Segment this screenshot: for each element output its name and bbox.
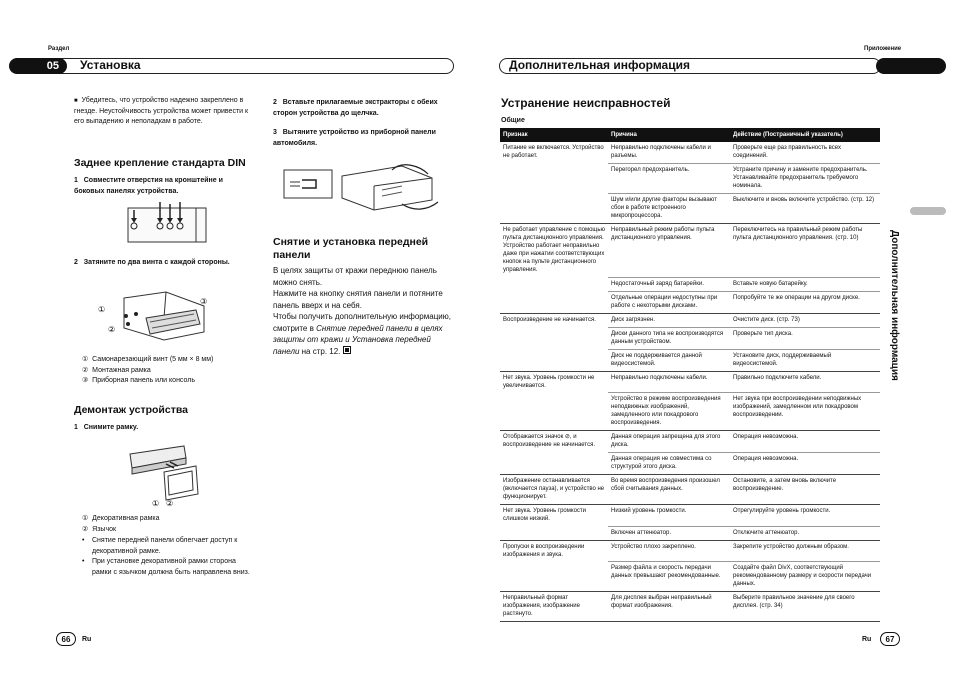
table-row xyxy=(500,224,880,278)
table-row xyxy=(500,349,880,371)
troubleshooting-table xyxy=(500,128,880,622)
general-subheading: Общие xyxy=(501,117,525,124)
panel-heading: Снятие и установка передней панели xyxy=(273,236,429,261)
table-cell-symptom: Неправильный формат изображения, изображение растянуто. xyxy=(500,592,608,622)
table-cell-action: Вставьте новую батарейку. xyxy=(730,277,880,291)
table-cell-action: Правильно подключите кабели. xyxy=(730,371,880,393)
svg-text:②: ② xyxy=(166,499,174,508)
side-tab-label: Дополнительная информация xyxy=(889,230,900,381)
section-label: Раздел xyxy=(48,46,70,52)
table-cell-symptom xyxy=(500,277,608,291)
table-cell-symptom: Не работает управление с помощью пульта дистанционного управления. Устройство работает неправильно даже при нажатии соответствующих кнопок на пульте дистанционного управления. xyxy=(503,227,605,273)
end-mark-icon xyxy=(343,346,351,354)
din-step-1: 1 Совместите отверстия на кронштейне и боковых панелях устройства. xyxy=(74,177,223,195)
table-cell-action: Отрегулируйте уровень громкости. xyxy=(730,505,880,527)
table-cell-symptom: Отображается значок ⊘, и воспроизведение не начинается. xyxy=(503,434,596,448)
table-cell-cause: Данная операция не совместима со структурой этого диска. xyxy=(608,453,730,475)
table-cell-symptom: Изображение останавливается (включается пауза), и устройство не функционирует. xyxy=(500,475,608,505)
legend-item: ① Самонарезающий винт (5 мм × 8 мм) xyxy=(82,356,214,363)
table-cell-cause: Данная операция запрещена для этого диска. xyxy=(608,431,730,453)
table-cell-symptom xyxy=(500,194,608,224)
panel-text xyxy=(273,265,453,357)
header-cause: Причина xyxy=(608,128,730,142)
table-cell-cause: Для дисплея выбран неправильный формат изображения. xyxy=(608,592,730,622)
right-page-number: 67 xyxy=(880,632,900,646)
side-tab xyxy=(870,230,910,390)
table-cell-cause: Отдельные операции недоступны при работе с некоторыми дисками. xyxy=(608,291,730,313)
svg-text:①: ① xyxy=(98,305,106,314)
table-cell-action: Проверьте тип диска. xyxy=(730,327,880,349)
table-cell-cause: Включен аттенюатор. xyxy=(608,526,730,540)
table-row xyxy=(500,505,880,527)
right-page-title: Дополнительная информация xyxy=(509,58,690,72)
table-cell-cause: Устройство в режиме воспроизведения неподвижных изображений, замедленного или покадрового воспроизведения. xyxy=(608,393,730,431)
table-cell-symptom: Питание не включается. Устройство не работает. xyxy=(503,145,604,159)
din-step-2: 2 Затяните по два винта с каждой стороны. xyxy=(74,259,230,266)
table-cell-action: Попробуйте те же операции на другом диске. xyxy=(730,291,880,313)
table-cell-cause: Диски данного типа не воспроизводятся данным устройством. xyxy=(608,327,730,349)
troubleshooting-table-wrap xyxy=(500,128,880,622)
table-cell-action: Выберите правильное значение для своего дисплея. (стр. 34) xyxy=(730,592,880,622)
table-cell-symptom: Пропуски в воспроизведении изображения и звука. xyxy=(503,543,585,558)
table-cell-action: Создайте файл DivX, соответствующий рекомендованному размеру и скорости передачи данных. xyxy=(730,562,880,592)
extractor-diagram xyxy=(282,160,442,216)
right-lang: Ru xyxy=(862,636,872,643)
legend-item: ② Монтажная рамка xyxy=(82,366,151,374)
legend-item: ② Язычок xyxy=(82,525,117,533)
table-cell-symptom: Воспроизведение не начинается. xyxy=(503,316,596,323)
table-cell-cause: Неправильно подключены кабели и разъемы. xyxy=(608,142,730,164)
table-row xyxy=(500,371,880,393)
din-holes-diagram xyxy=(126,200,208,244)
table-cell-symptom xyxy=(500,526,608,540)
table-cell-cause: Устройство плохо закреплено. xyxy=(608,540,730,562)
table-cell-action: Нет звука при воспроизведении неподвижных изображений, замедленном или покадровом воспроизведении. xyxy=(730,393,880,431)
table-row xyxy=(500,291,880,313)
table-row xyxy=(500,526,880,540)
panel-text-2: Нажмите на кнопку снятия панели и потяните панель вверх и на себя. xyxy=(273,289,443,310)
extract-step-3: 3 Вытяните устройство из приборной панели автомобиля. xyxy=(273,129,436,147)
svg-text:②: ② xyxy=(108,325,116,334)
table-cell-cause: Недостаточный заряд батарейки. xyxy=(608,277,730,291)
table-cell-action: Отключите аттенюатор. xyxy=(730,526,880,540)
table-cell-symptom xyxy=(500,453,608,475)
table-cell-symptom: Нет звука. Уровень громкости не увеличивается. xyxy=(503,374,595,389)
table-row xyxy=(500,313,880,327)
table-cell-cause: Неправильно подключены кабели. xyxy=(608,371,730,393)
table-cell-action: Установите диск, поддерживаемый видеосистемой. xyxy=(730,349,880,371)
frame-removal-diagram xyxy=(126,440,206,510)
table-row xyxy=(500,475,880,505)
din-legend xyxy=(82,355,262,387)
table-cell-cause: Шум и/или другие факторы вызывают сбои в работе встроенного микропроцессора. xyxy=(608,194,730,224)
svg-text:①: ① xyxy=(152,499,160,508)
section-badge xyxy=(9,58,67,74)
table-row xyxy=(500,327,880,349)
bullet-item: • При установке декоративной рамки сторона рамки с язычком должна быть направлена вниз. xyxy=(82,558,250,576)
panel-text-1: В целях защиты от кражи переднюю панель можно снять. xyxy=(273,266,437,287)
panel-text-3: Чтобы получить дополнительную информацию, смотрите в Снятие передней панели в целях защиты от кражи и Установка передней панели на стр. 12. xyxy=(273,312,451,356)
table-row xyxy=(500,393,880,431)
table-cell-symptom xyxy=(500,327,608,349)
table-row xyxy=(500,592,880,622)
table-cell-cause: Перегорел предохранитель. xyxy=(608,164,730,194)
removal-bullets xyxy=(82,536,254,578)
bullet-item: • Снятие передней панели облегчает доступ к декоративной рамке. xyxy=(82,537,238,555)
table-cell-action: Остановите, а затем вновь включите воспроизведение. xyxy=(730,475,880,505)
removal-heading: Демонтаж устройства xyxy=(74,404,189,416)
table-row xyxy=(500,277,880,291)
table-cell-action: Выключите и вновь включите устройство. (стр. 12) xyxy=(730,194,880,224)
table-cell-action: Операция невозможна. xyxy=(730,431,880,453)
removal-legend xyxy=(82,514,262,535)
din-screws-diagram xyxy=(96,284,216,344)
table-cell-action: Операция невозможна. xyxy=(730,453,880,475)
table-cell-cause: Диск загрязнен. xyxy=(608,313,730,327)
header-action: Действие (Постраничный указатель) xyxy=(730,128,880,142)
table-cell-cause: Диск не поддерживается данной видеосистемой. xyxy=(608,349,730,371)
section-number: 05 xyxy=(46,60,59,72)
table-cell-action: Переключитесь на правильный режим работы пульта дистанционного управления. (стр. 10) xyxy=(730,224,880,278)
table-cell-action: Очистите диск. (стр. 73) xyxy=(730,313,880,327)
svg-text:③: ③ xyxy=(200,297,208,306)
table-row xyxy=(500,453,880,475)
extract-step-2: 2 Вставьте прилагаемые экстракторы с обеих сторон устройства до щелчка. xyxy=(273,99,438,117)
table-cell-cause: Размер файла и скорость передачи данных превышают рекомендованные. xyxy=(608,562,730,592)
table-cell-action: Закрепите устройство должным образом. xyxy=(730,540,880,562)
table-cell-action: Устраните причину и замените предохранитель. Устанавливайте предохранитель требуемого номинала. xyxy=(730,164,880,194)
right-section-badge xyxy=(876,58,946,74)
table-cell-symptom xyxy=(500,562,608,592)
legend-item: ③ Приборная панель или консоль xyxy=(82,377,195,384)
din-heading: Заднее крепление стандарта DIN xyxy=(74,157,246,169)
table-row xyxy=(500,540,880,562)
left-lang: Ru xyxy=(82,636,92,643)
table-row xyxy=(500,562,880,592)
table-cell-cause: Неправильный режим работы пульта дистанционного управления. xyxy=(608,224,730,278)
table-cell-symptom xyxy=(500,393,608,431)
side-tab-marker xyxy=(910,207,946,215)
table-cell-action: Проверьте еще раз правильность всех соединений. xyxy=(730,142,880,164)
table-cell-cause: Низкий уровень громкости. xyxy=(608,505,730,527)
table-row xyxy=(500,164,880,194)
table-header-row xyxy=(500,128,880,142)
right-section-label: Приложение xyxy=(864,46,902,52)
table-row xyxy=(500,194,880,224)
table-cell-symptom: Нет звука. Уровень громкости слишком низкий. xyxy=(503,508,587,522)
header-symptom: Признак xyxy=(500,128,608,142)
table-cell-cause: Во время воспроизведения произошел сбой считывания данных. xyxy=(608,475,730,505)
table-row xyxy=(500,431,880,453)
removal-step-1: 1 Снимите рамку. xyxy=(74,424,139,431)
table-cell-symptom xyxy=(500,349,608,371)
intro-bullet: ■ Убедитесь, что устройство надежно закреплено в гнезде. Неустойчивость устройства может привести к его выпадению и неполадкам в работе. xyxy=(74,97,249,125)
troubleshooting-heading: Устранение неисправностей xyxy=(501,96,671,110)
table-cell-symptom xyxy=(500,291,608,313)
table-cell-symptom xyxy=(500,164,608,194)
table-row xyxy=(500,142,880,164)
legend-item: ① Декоративная рамка xyxy=(82,515,160,522)
left-page-title: Установка xyxy=(80,58,141,72)
left-page-number: 66 xyxy=(56,632,76,646)
